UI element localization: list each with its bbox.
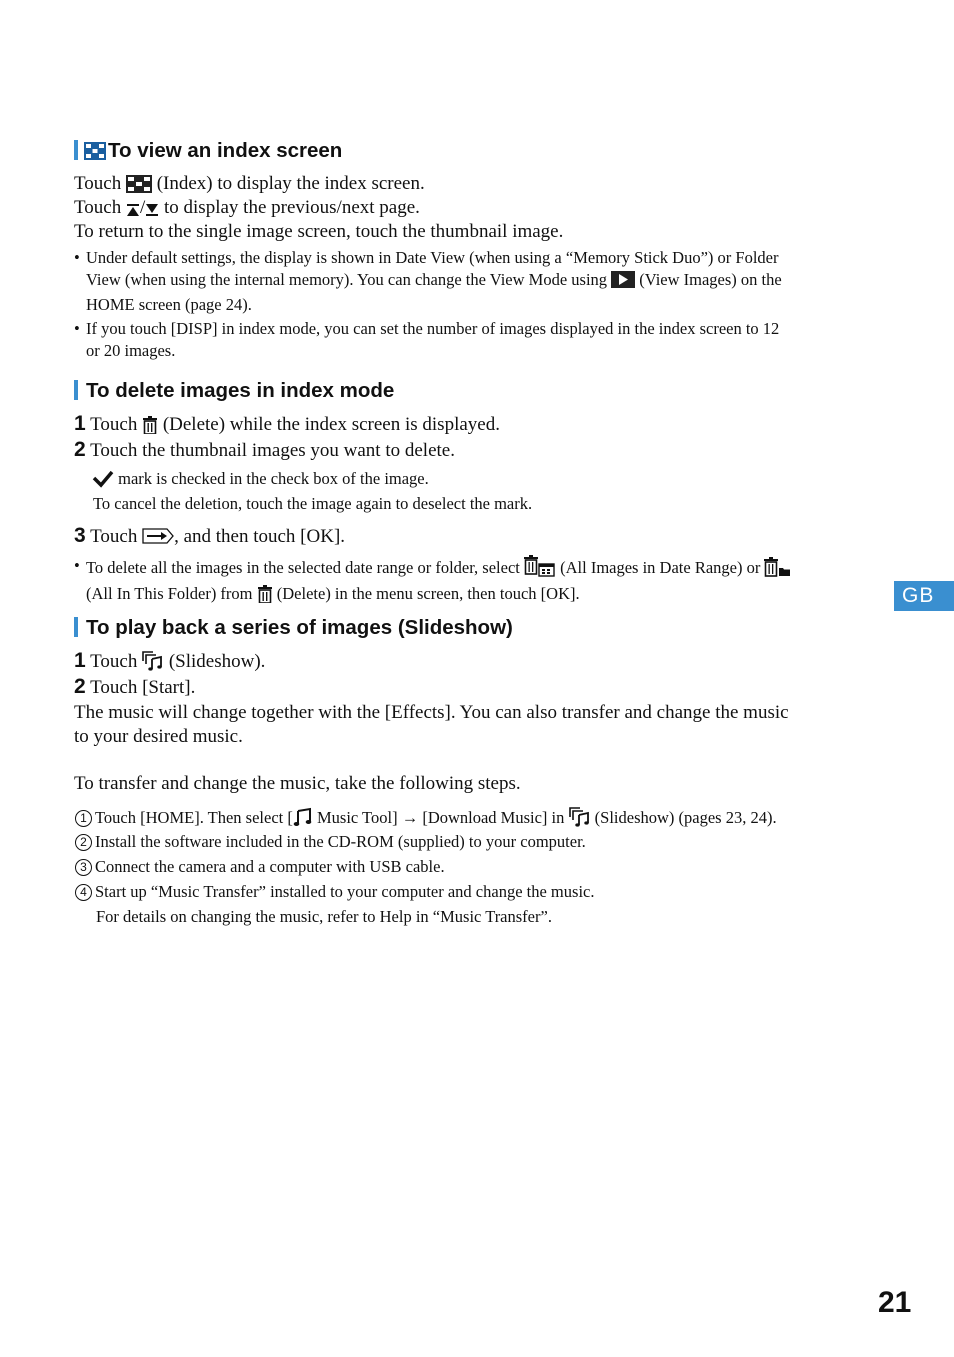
trash-folder-icon <box>764 557 790 583</box>
heading-marker <box>74 380 78 400</box>
arrow-icon: → <box>401 808 419 827</box>
substep-4-note: For details on changing the music, refer to Help in “Music Transfer”. <box>96 907 552 926</box>
delete-step-1: 1 Touch (Delete) while the index screen is displayed. <box>74 412 500 441</box>
substep-2: 2 Install the software included in the CD-ROM (supplied) to your computer. <box>75 831 586 853</box>
heading-marker <box>74 617 78 637</box>
forward-arrow-icon <box>142 526 174 553</box>
delete-step-3: 3 Touch , and then touch [OK]. <box>74 524 345 553</box>
checkmark-icon <box>92 470 114 494</box>
trash-icon <box>257 585 273 609</box>
slideshow-step-1: 1 Touch (Slideshow). <box>74 649 265 678</box>
language-tab: GB <box>894 581 954 611</box>
index-icon <box>84 142 106 166</box>
index-line-3: To return to the single image screen, touch the thumbnail image. <box>74 221 564 242</box>
delete-step-2-note-1: mark is checked in the check box of the image. <box>92 468 429 494</box>
heading-index-screen <box>74 139 342 166</box>
slideshow-para-1: The music will change together with the [Effects]. You can also transfer and change the music to your desired music. <box>74 702 789 747</box>
substep-4: 4 Start up “Music Transfer” installed to your computer and change the music. <box>75 881 594 903</box>
delete-step-2: 2 Touch the thumbnail images you want to delete. <box>74 438 455 461</box>
index-note-1: • Under default settings, the display is shown in Date View (when using a “Memory Stick Duo”) or Folder View (when using the internal memory). You can change the View Mode using (View Images) on the HOME screen (page 24). <box>74 248 782 314</box>
slideshow-icon <box>569 807 591 833</box>
delete-step-2-note-2: To cancel the deletion, touch the image again to deselect the mark. <box>93 494 533 513</box>
trash-date-range-icon <box>524 555 556 583</box>
heading-delete <box>74 379 394 403</box>
music-note-icon <box>293 807 313 833</box>
delete-note: • To delete all the images in the selected date range or folder, select (All Images in Date Range) or (All In This Folder) from (Delete) in the menu screen, then touch [OK]. <box>74 555 874 609</box>
slideshow-step-2: 2 Touch [Start]. <box>74 675 196 698</box>
index-line-1: Touch (Index) to display the index screen. <box>74 172 425 200</box>
heading-text: To delete images in index mode <box>86 379 395 402</box>
view-images-icon <box>611 271 635 294</box>
index-line-2: Touch / to display the previous/next page. <box>74 196 420 224</box>
heading-slideshow <box>74 616 513 640</box>
heading-text: To play back a series of images (Slideshow) <box>86 616 513 639</box>
heading-marker <box>74 140 78 160</box>
substep-1: 1 Touch [HOME]. Then select [ Music Tool] → [Download Music] in (Slideshow) (pages 23, 24). <box>75 807 777 833</box>
slideshow-para-2: To transfer and change the music, take the following steps. <box>74 773 521 794</box>
substep-3: 3 Connect the camera and a computer with USB cable. <box>75 856 445 878</box>
slideshow-icon <box>142 651 164 678</box>
index-note-2: • If you touch [DISP] in index mode, you can set the number of images displayed in the index screen to 12 or 20 images. <box>74 319 780 360</box>
page-number: 21 <box>878 1286 912 1319</box>
heading-text: To view an index screen <box>108 139 343 162</box>
